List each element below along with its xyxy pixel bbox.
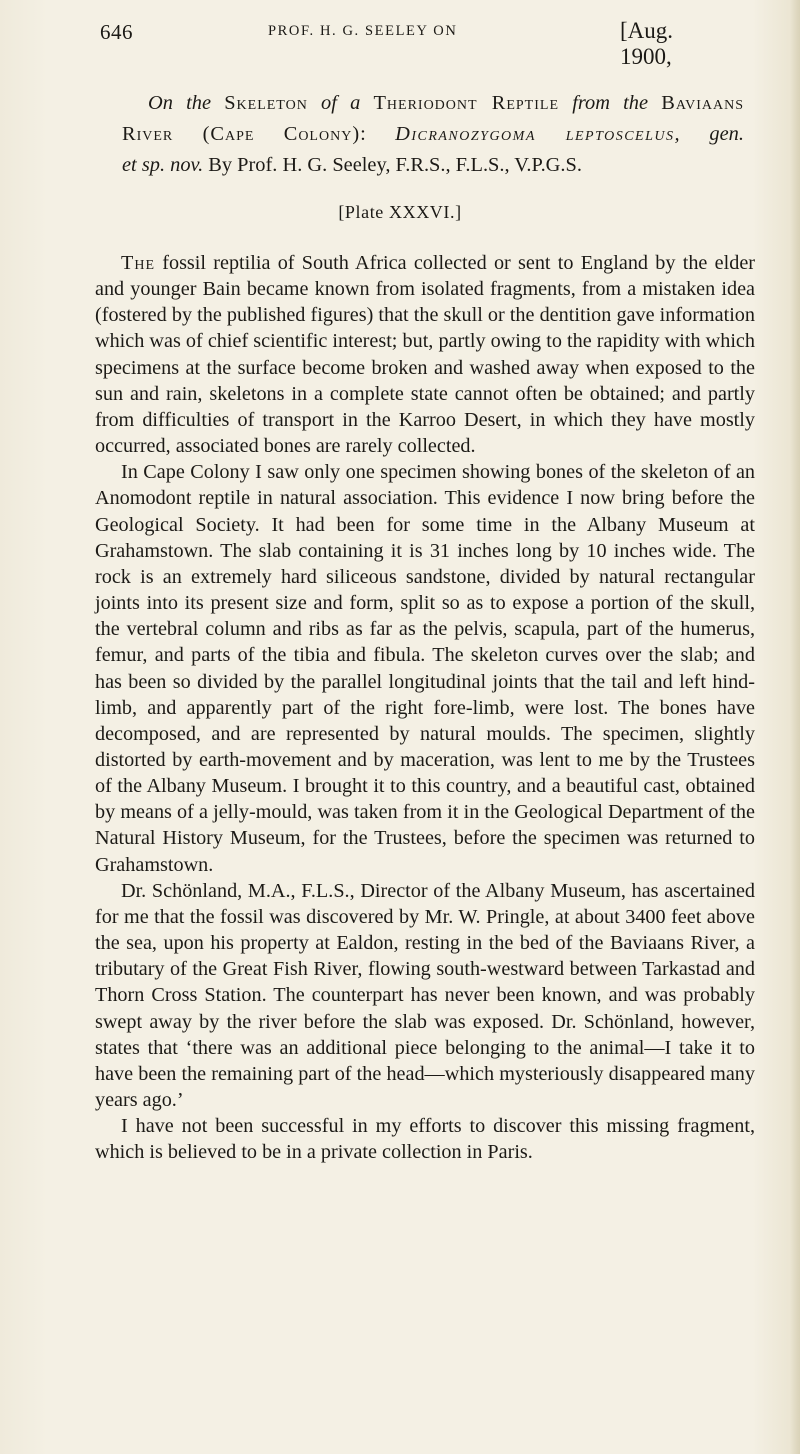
byline: By Prof. H. G. Seeley, F.R.S., F.L.S., V.P.G.S. (208, 154, 582, 176)
title-line-2: River (Cape Colony): Dicranozygoma leptoscelus, gen. (122, 123, 744, 145)
running-title: PROF. H. G. SEELEY ON (268, 23, 458, 39)
title-line-1: On the Skeleton of a Theriodont Reptile from the Baviaans (148, 92, 745, 114)
genus-name: Dicranozygoma leptoscelus, (395, 123, 682, 145)
paragraph-3: Dr. Schönland, M.A., F.L.S., Director of the Albany Museum, has ascertained for me that the fossil was discovered by Mr. W. Pringle, at about 3400 feet above the sea, upon his property at Ealdon, resting in the bed of the Baviaans River, a tributary of the Great Fish River, flowing south-westward between Tarkastad and Thorn Cross Station. The counterpart has never been known, and was probably swept away by the river before the slab was exposed. Dr. Schönland, however, states that ‘there was an additional piece belonging to the animal—I take it to have been the remaining part of the head—which mysteriously disappeared many years ago.’ (95, 879, 755, 1111)
paragraph-2: In Cape Colony I saw only one specimen showing bones of the skeleton of an Anomodont reptile in natural association. This evidence I now bring before the Geological Society. It had been for some time in the Albany Museum at Grahamstown. The slab containing it is 31 inches long by 10 inches wide. The rock is an extremely hard siliceous sandstone, divided by natural rectangular joints into its present size and form, split so as to expose a portion of the skull, the vertebral column and ribs as far as the pelvis, scapula, part of the humerus, femur, and parts of the tibia and fibula. The skeleton curves over the slab; and has been so divided by the parallel longitudinal joints that the tail and left hind-limb, and apparently part of the right fore-limb, were lost. The bones have decomposed, and are represented by natural moulds. The specimen, slightly distorted by earth-movement and by maceration, was lent to me by the Trustees of the Albany Museum. I brought it to this country, and a beautiful cast, obtained by means of a jelly-mould, was taken from it in the Geological Department of the Natural History Museum, for the Trustees, before the specimen was returned to Grahamstown. (95, 461, 755, 876)
article-body (95, 250, 755, 1165)
plate-reference: [Plate XXXVI.] (338, 202, 462, 222)
running-date: [Aug. 1900, (620, 18, 674, 69)
title-line-3: et sp. nov. By Prof. H. G. Seeley, F.R.S., F.L.S., V.P.G.S. (122, 154, 582, 176)
running-head (100, 14, 730, 69)
paragraph-4: I have not been successful in my efforts to discover this missing fragment, which is believed to be in a private collection in Paris. (95, 1115, 755, 1164)
paragraph-1: The fossil reptilia of South Africa collected or sent to England by the elder and younger Bain became known from isolated fragments, from a mistaken idea (fostered by the published figures) that the skull or the dentition gave information which was of chief scientific interest; but, partly owing to the rapidity with which specimens at the surface become broken and washed away when exposed to the sun and rain, skeletons in a complete state cannot often be obtained; and partly from difficulties of transport in the Karroo Desert, in which they have mostly occurred, associated bones are rarely collected. (95, 252, 755, 458)
page-number: 646 (100, 20, 133, 44)
article-title (122, 88, 745, 181)
